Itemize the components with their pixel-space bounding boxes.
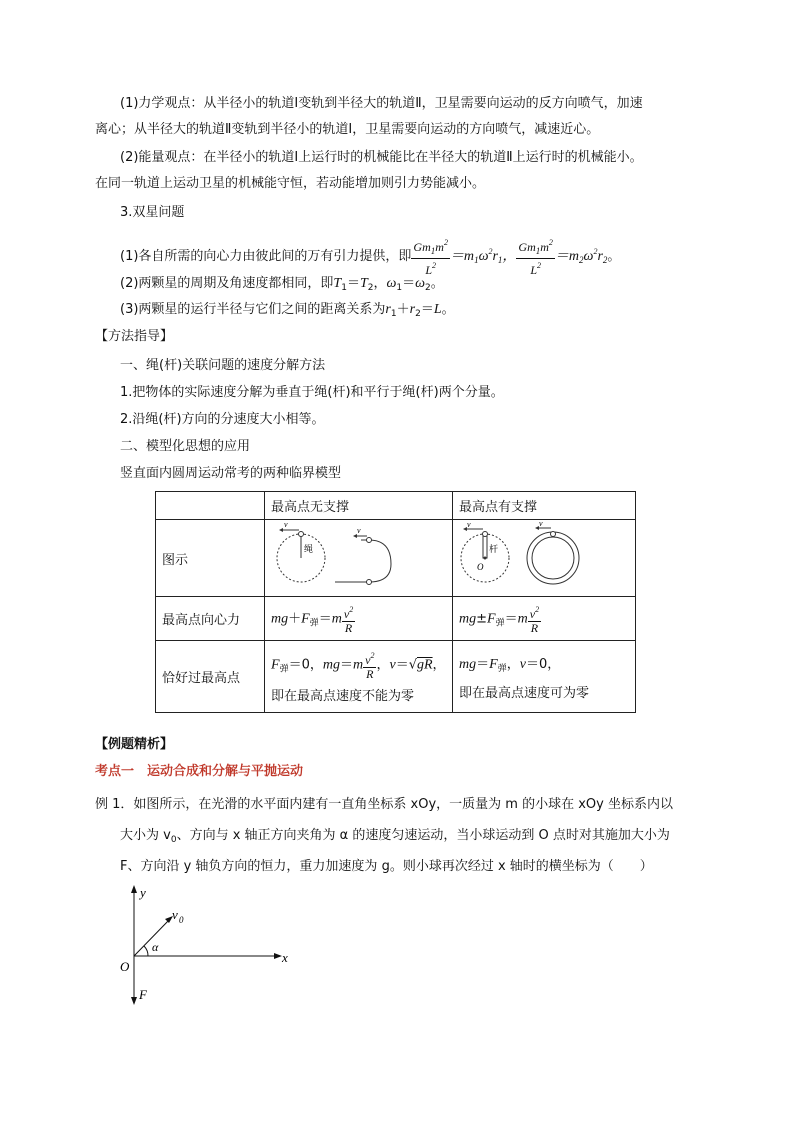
binary-p1: (1)各自所需的向心力由彼此间的万有引力提供，即 $\frac{Gm_1m^2}{L^2}$ $=m_1\omega^2r_1$， $\frac{Gm_1m^2}{L^2}$ $=m_2\omega^2r_2$。 [120, 238, 621, 277]
table-row-force-label: 最高点向心力 [156, 597, 265, 641]
method-s2-1: 竖直面内圆周运动常考的两种临界模型 [120, 466, 342, 481]
alpha-label: α [152, 940, 159, 954]
table-corner [156, 492, 265, 520]
svg-text:v: v [467, 520, 471, 529]
rod-label: 杆 [489, 544, 499, 554]
svg-text:v: v [357, 526, 361, 535]
svg-text:O: O [477, 562, 484, 572]
no-support-force: $mg+F_弹=m$ $\frac{v^2}{R}$ [265, 597, 453, 641]
no-support-note: 即在最高点速度不能为零 [271, 689, 415, 704]
orbit-p1-cont: 离心；从半径大的轨道Ⅱ变轨到半径小的轨道Ⅰ，卫星需要向运动的方向喷气，减速近心。 [95, 122, 600, 137]
method-s2: 二、模型化思想的应用 [120, 439, 251, 454]
support-critical: $mg=F_弹$，v＝0， 即在最高点速度可为零 [453, 641, 636, 713]
formula-frac-2: $\frac{Gm_1m^2}{L^2}$ [518, 238, 553, 277]
support-figure [453, 520, 636, 597]
svg-text:v: v [284, 520, 288, 529]
no-support-figure [265, 520, 453, 597]
no-support-critical: $F_弹=0$，mg＝m $\frac{v^2}{R}$ ，v＝√gR， 即在最高点速度不能为零 [265, 641, 453, 713]
examples-title: 【例题精析】 [95, 737, 174, 752]
orbit-p2-cont: 在同一轨道上运动卫星的机械能守恒，若动能增加则引力势能减小。 [95, 176, 486, 191]
support-force: $mg\pm F_弹=m$ $\frac{v^2}{R}$ [453, 597, 636, 641]
table-head-no-support: 最高点无支撑 [265, 492, 453, 520]
table-head-support: 最高点有支撑 [453, 492, 636, 520]
rod-model-diagram [453, 520, 635, 592]
orbit-p2: (2)能量观点：在半径小的轨道Ⅰ上运行时的机械能比在半径大的轨道Ⅱ上运行时的机械能小。 [120, 150, 643, 165]
method-s1: 一、绳(杆)关联问题的速度分解方法 [120, 358, 326, 373]
v0-label: v [172, 907, 178, 922]
svg-text:v: v [539, 520, 543, 528]
example1-line1: 例 1．如图所示，在光滑的水平面内建有一直角坐标系 xOy，一质量为 m 的小球在 xOy 坐标系内以 [95, 797, 673, 812]
binary-p3: (3)两颗星的运行半径与它们之间的距离关系为$r_1+r_2=L$。 [120, 302, 455, 319]
origin-label: O [120, 959, 130, 974]
example1-line2: 大小为 $v_0$、方向与 x 轴正方向夹角为 α 的速度匀速运动，当小球运动到 O 点时对其施加大小为 [120, 828, 670, 845]
method-s1-1: 1.把物体的实际速度分解为垂直于绳(杆)和平行于绳(杆)两个分量。 [120, 385, 504, 400]
force-label: F [139, 987, 147, 1002]
example1-line3: F、方向沿 y 轴负方向的恒力，重力加速度为 g。则小球再次经过 x 轴时的横坐标为（ ） [120, 859, 653, 874]
binary-p1-lead: (1)各自所需的向心力由彼此间的万有引力提供，即 [120, 249, 412, 264]
binary-heading: 3.双星问题 [120, 205, 185, 220]
binary-p2-text: (2)两颗星的周期及角速度都相同，即 [120, 276, 334, 291]
model-table [155, 491, 636, 713]
table-row-figure-label: 图示 [156, 520, 265, 597]
method-title: 【方法指导】 [95, 329, 174, 344]
binary-p3-text: (3)两颗星的运行半径与它们之间的距离关系为 [120, 302, 386, 317]
x-axis-label: x [282, 950, 288, 965]
rope-model-diagram [265, 520, 451, 592]
coordinate-diagram [112, 883, 302, 1008]
formula-frac-1: $\frac{Gm_1m^2}{L^2}$ [413, 238, 448, 277]
topic-title: 考点一 运动合成和分解与平抛运动 [95, 764, 304, 779]
table-row-critical-label: 恰好过最高点 [156, 641, 265, 713]
method-s1-2: 2.沿绳(杆)方向的分速度大小相等。 [120, 412, 325, 427]
y-axis-label: y [140, 885, 146, 900]
support-note: 即在最高点速度可为零 [459, 685, 590, 701]
svg-text:0: 0 [179, 915, 184, 925]
orbit-p1: (1)力学观点：从半径小的轨道Ⅰ变轨到半径大的轨道Ⅱ，卫星需要向运动的反方向喷气，加速 [120, 96, 643, 111]
rope-label: 绳 [304, 544, 314, 554]
binary-p2: (2)两颗星的周期及角速度都相同，即$T_1=T_2$，$\omega_1=\omega_2$。 [120, 276, 444, 293]
